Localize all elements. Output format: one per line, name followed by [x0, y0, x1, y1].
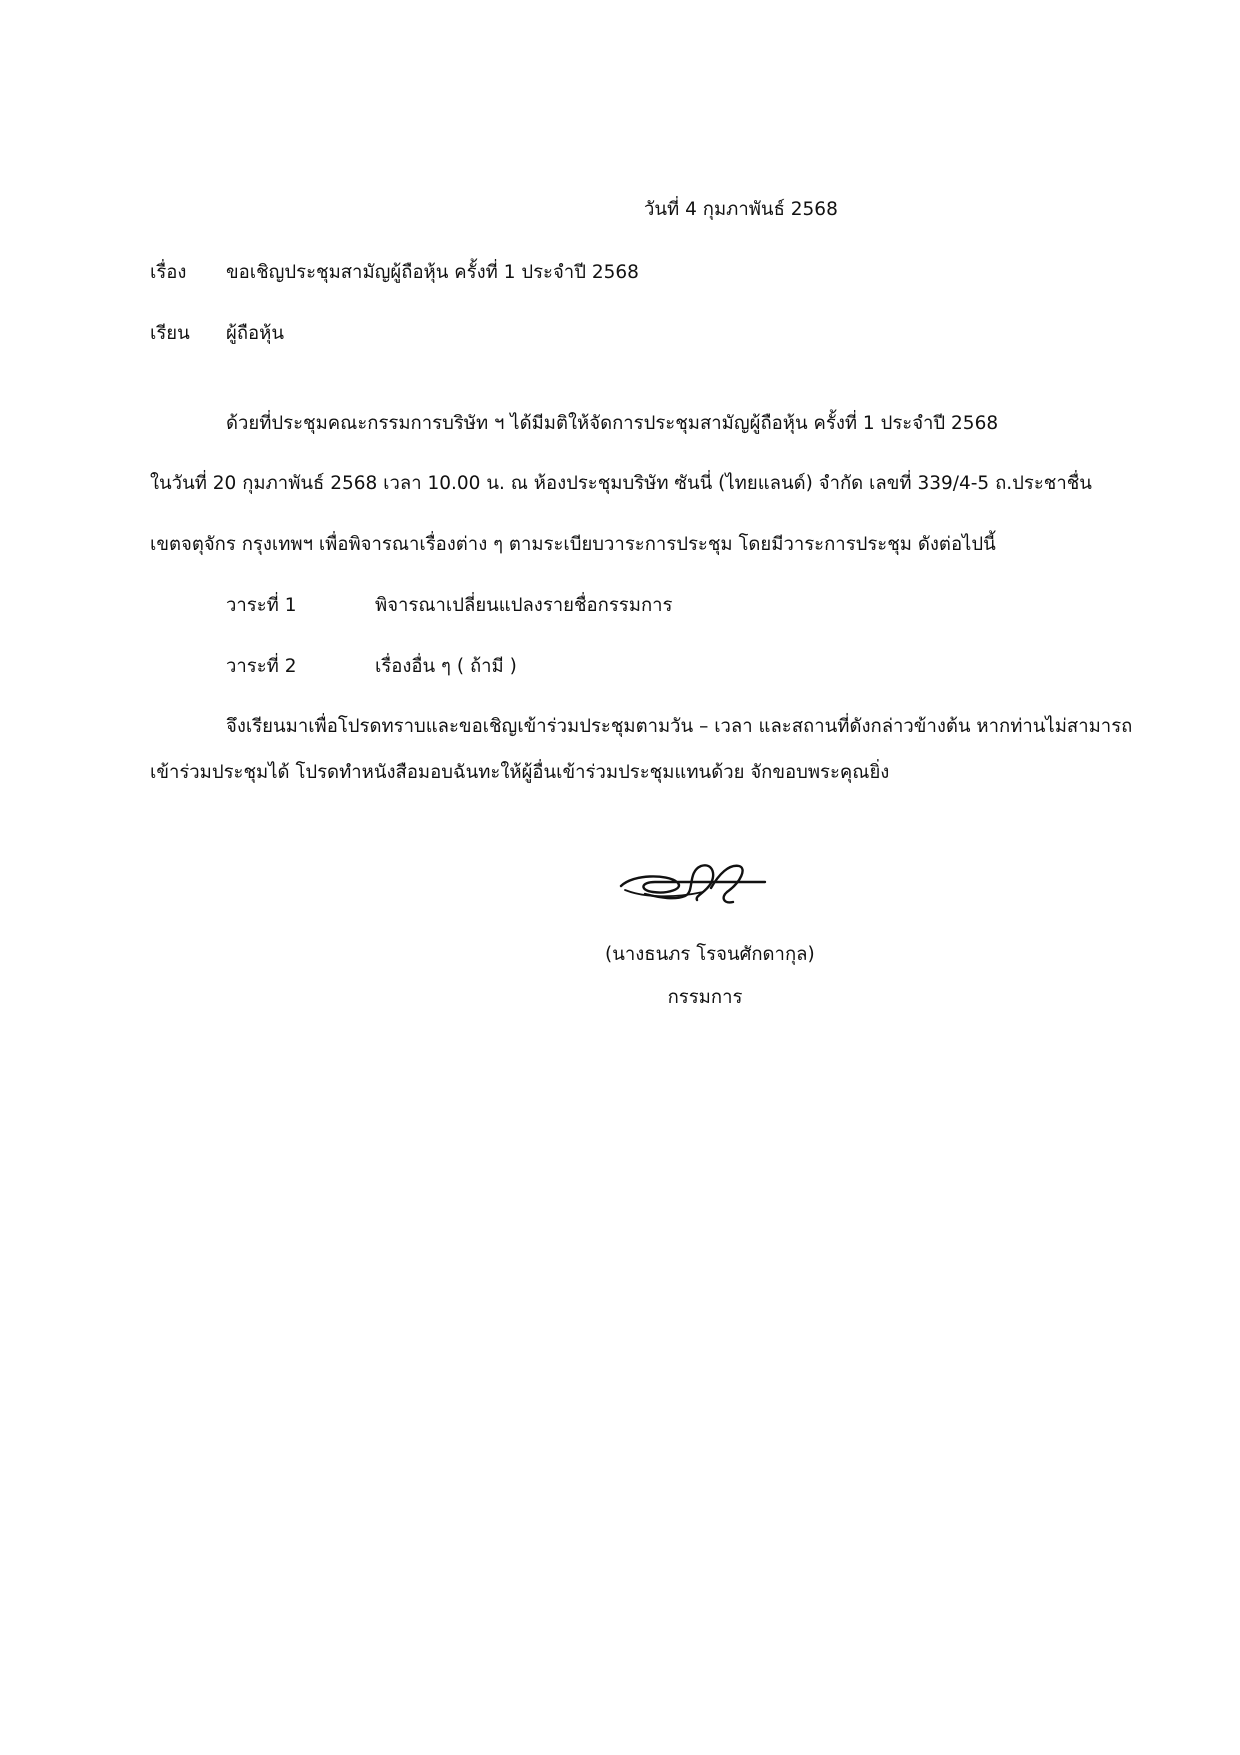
paragraph2-line2: เข้าร่วมประชุมได้ โปรดทำหนังสือมอบฉันทะให้ผู้อื่นเข้าร่วมประชุมแทนด้วย จักขอบพระคุณยิ่ง: [150, 762, 890, 783]
subject-text: ขอเชิญประชุมสามัญผู้ถือหุ้น ครั้งที่ 1 ประจำปี 2568: [226, 262, 639, 283]
agenda-2-number: วาระที่ 2: [226, 656, 297, 677]
recipient-text: ผู้ถือหุ้น: [226, 323, 284, 344]
subject-label: เรื่อง: [150, 262, 187, 283]
signer-title: กรรมการ: [667, 987, 743, 1008]
agenda-1-text: พิจารณาเปลี่ยนแปลงรายชื่อกรรมการ: [375, 595, 673, 616]
handwritten-signature: [615, 852, 785, 908]
paragraph2-line1: จึงเรียนมาเพื่อโปรดทราบและขอเชิญเข้าร่วมประชุมตามวัน – เวลา และสถานที่ดังกล่าวข้างต้น หากท่านไม่สามารถ: [226, 716, 1133, 737]
paragraph1-line1: ด้วยที่ประชุมคณะกรรมการบริษัท ฯ ได้มีมติให้จัดการประชุมสามัญผู้ถือหุ้น ครั้งที่ 1 ประจำปี 2568: [226, 413, 999, 434]
signer-name: (นางธนภร โรจนศักดากุล): [605, 944, 815, 965]
letter-date: วันที่ 4 กุมภาพันธ์ 2568: [644, 199, 838, 220]
recipient-label: เรียน: [150, 323, 190, 344]
agenda-1-number: วาระที่ 1: [226, 595, 297, 616]
paragraph1-line3: เขตจตุจักร กรุงเทพฯ เพื่อพิจารณาเรื่องต่าง ๆ ตามระเบียบวาระการประชุม โดยมีวาระการประชุม ดังต่อไปนี้: [150, 534, 996, 555]
agenda-2-text: เรื่องอื่น ๆ ( ถ้ามี ): [375, 656, 517, 677]
paragraph1-line2: ในวันที่ 20 กุมภาพันธ์ 2568 เวลา 10.00 น. ณ ห้องประชุมบริษัท ซันนี่ (ไทยแลนด์) จำกัด เลขที่ 339/4-5 ถ.ประชาชื่น: [150, 473, 1092, 494]
